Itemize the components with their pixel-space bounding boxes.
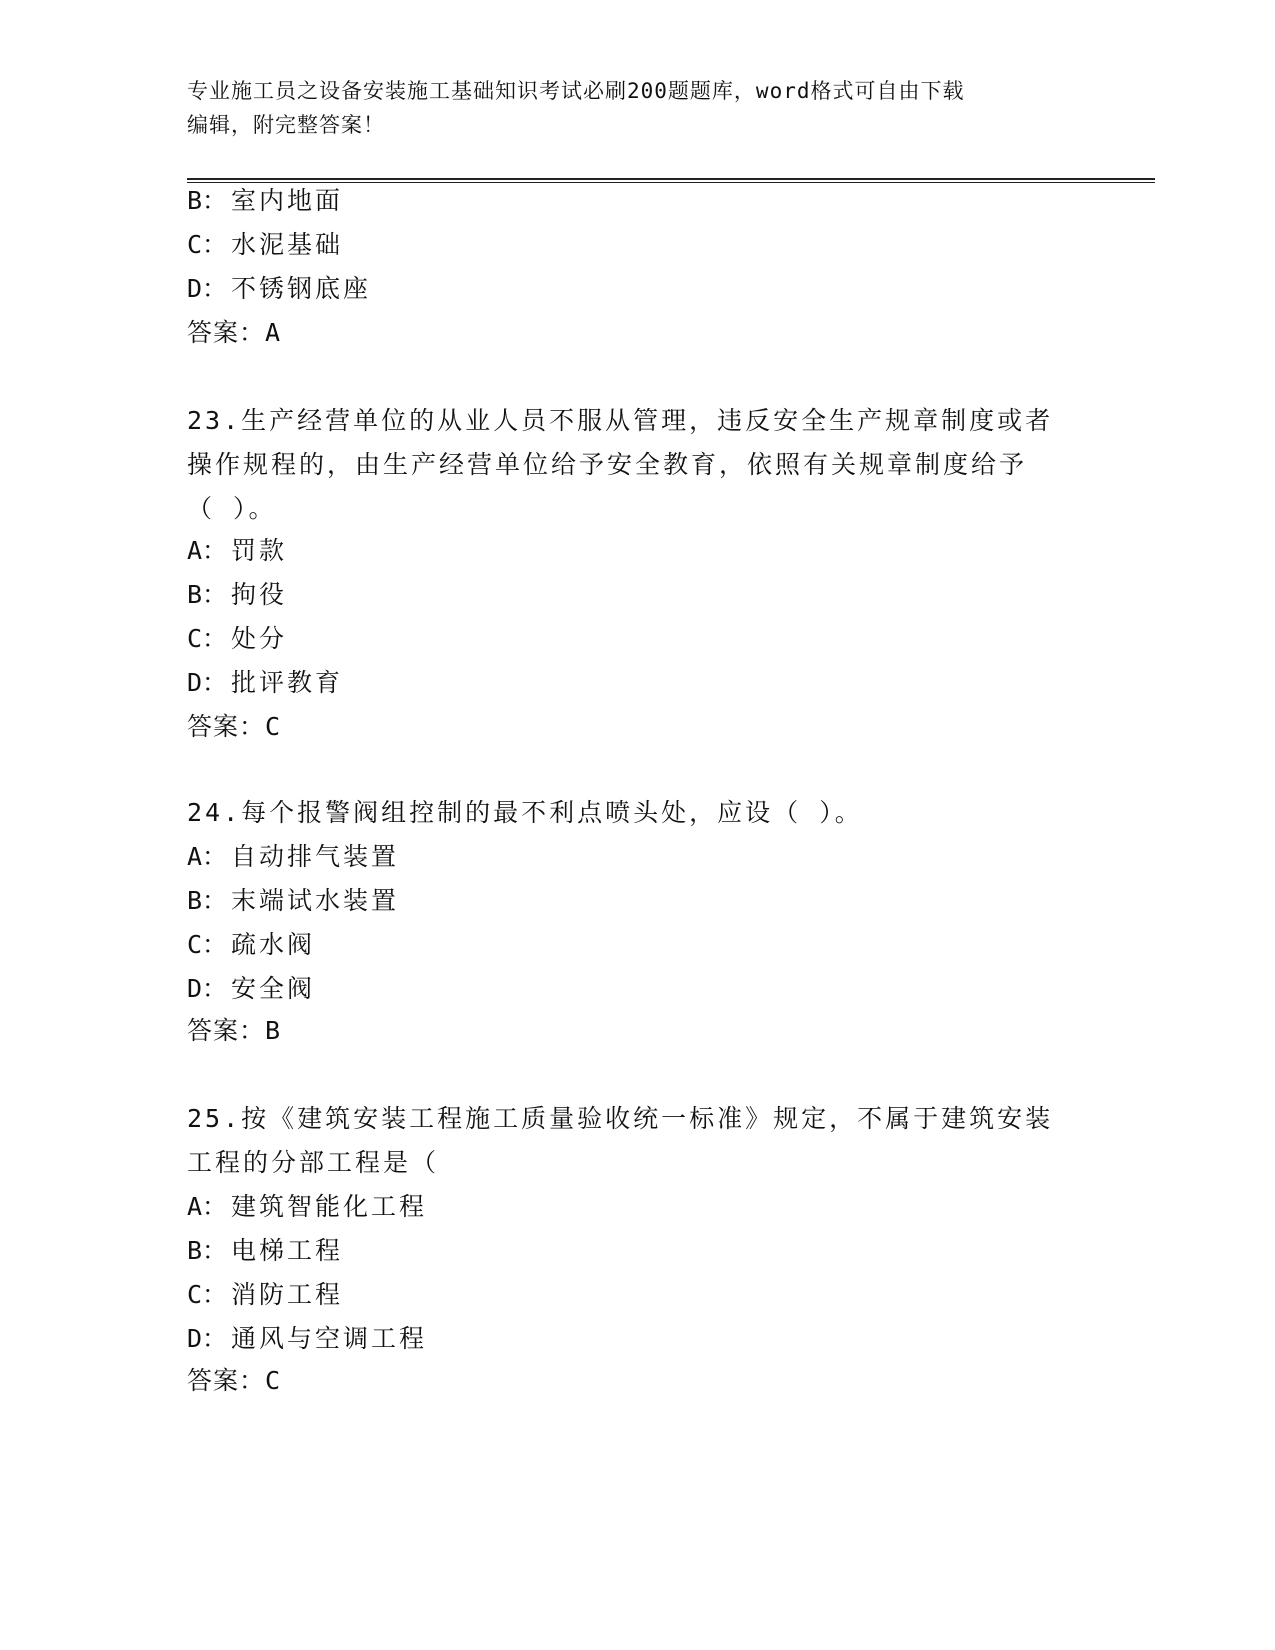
option-text: 室内地面 xyxy=(231,186,344,215)
option-text: 不锈钢底座 xyxy=(231,274,372,303)
option-label: B： xyxy=(187,580,228,609)
option-label: D： xyxy=(187,274,228,303)
answer-label: 答案： xyxy=(187,318,266,347)
option-b xyxy=(187,884,399,918)
option-c xyxy=(187,622,287,656)
option-label: C： xyxy=(187,1280,228,1309)
option-label: B： xyxy=(187,886,228,915)
option-b xyxy=(187,578,287,612)
question-stem-line: 工程的分部工程是（ xyxy=(187,1148,440,1177)
option-text: 安全阀 xyxy=(231,974,316,1003)
answer-line xyxy=(187,710,280,744)
answer-label: 答案： xyxy=(187,712,266,741)
option-label: D： xyxy=(187,668,228,697)
header-line-1: 专业施工员之设备安装施工基础知识考试必刷200题题库，word格式可自由下载 xyxy=(187,79,965,103)
option-d xyxy=(187,272,371,306)
option-d xyxy=(187,1322,427,1356)
option-text: 水泥基础 xyxy=(231,230,344,259)
option-text: 电梯工程 xyxy=(231,1236,344,1265)
option-label: A： xyxy=(187,536,228,565)
option-a xyxy=(187,840,399,874)
option-label: C： xyxy=(187,624,228,653)
question-stem-line: 24.每个报警阀组控制的最不利点喷头处，应设（ ）。 xyxy=(187,798,863,827)
answer-label: 答案： xyxy=(187,1016,266,1045)
option-text: 批评教育 xyxy=(231,668,344,697)
question-stem-line: 23.生产经营单位的从业人员不服从管理，违反安全生产规章制度或者 xyxy=(187,406,1054,435)
option-b xyxy=(187,1234,343,1268)
question-stem-line: 操作规程的，由生产经营单位给予安全教育，依照有关规章制度给予 xyxy=(187,450,1028,479)
answer-value: C xyxy=(265,1366,281,1395)
option-d xyxy=(187,666,343,700)
answer-value: B xyxy=(265,1016,281,1045)
header-divider xyxy=(187,178,1155,183)
option-text: 疏水阀 xyxy=(231,930,316,959)
option-label: B： xyxy=(187,186,228,215)
option-text: 罚款 xyxy=(231,536,288,565)
option-c xyxy=(187,1278,343,1312)
answer-value: A xyxy=(265,318,281,347)
document-header xyxy=(187,74,1087,142)
option-label: B： xyxy=(187,1236,228,1265)
answer-line xyxy=(187,1014,280,1048)
answer-line xyxy=(187,1364,280,1398)
option-label: C： xyxy=(187,230,228,259)
option-text: 消防工程 xyxy=(231,1280,344,1309)
option-a xyxy=(187,1190,427,1224)
option-label: C： xyxy=(187,930,228,959)
header-line-2: 编辑，附完整答案！ xyxy=(187,113,385,137)
option-label: D： xyxy=(187,1324,228,1353)
option-a xyxy=(187,534,287,568)
question-stem-line: （ ）。 xyxy=(187,494,277,523)
option-label: A： xyxy=(187,842,228,871)
option-label: A： xyxy=(187,1192,228,1221)
option-text: 自动排气装置 xyxy=(231,842,400,871)
answer-line xyxy=(187,316,280,350)
option-c xyxy=(187,928,315,962)
option-d xyxy=(187,972,315,1006)
option-label: D： xyxy=(187,974,228,1003)
option-text: 建筑智能化工程 xyxy=(231,1192,428,1221)
option-text: 末端试水装置 xyxy=(231,886,400,915)
option-b xyxy=(187,184,343,218)
option-text: 拘役 xyxy=(231,580,288,609)
option-text: 通风与空调工程 xyxy=(231,1324,428,1353)
answer-label: 答案： xyxy=(187,1366,266,1395)
option-text: 处分 xyxy=(231,624,288,653)
question-stem-line: 25.按《建筑安装工程施工质量验收统一标准》规定，不属于建筑安装 xyxy=(187,1104,1054,1133)
answer-value: C xyxy=(265,712,281,741)
option-c xyxy=(187,228,343,262)
